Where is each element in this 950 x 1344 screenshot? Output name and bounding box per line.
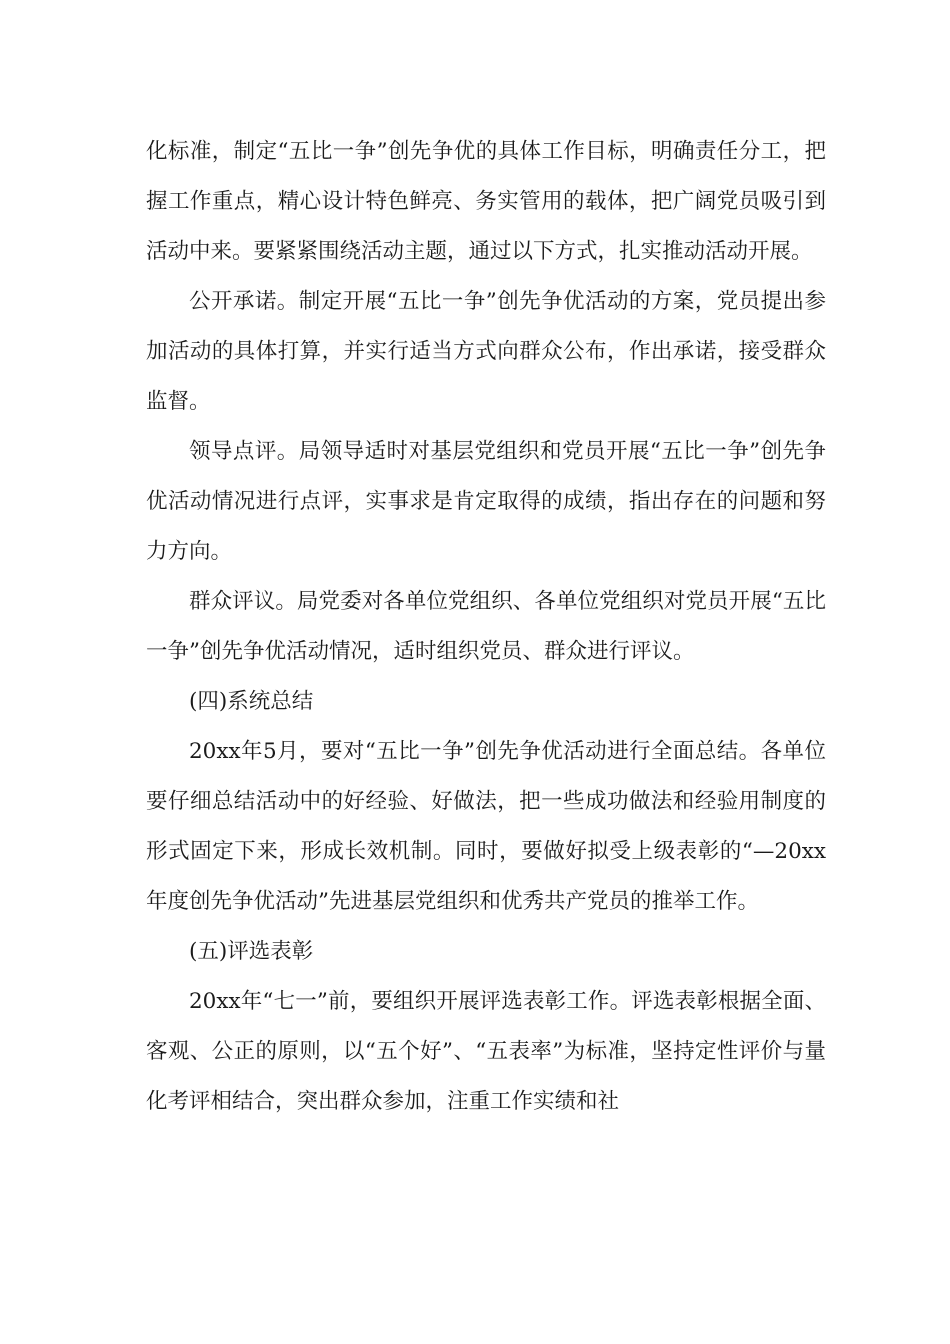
document-body (146, 127, 826, 1127)
paragraph-public-commitment: 公开承诺。制定开展“五比一争”创先争优活动的方案，党员提出参加活动的具体打算，并实行适当方式向群众公布，作出承诺，接受群众监督。 (146, 289, 826, 414)
section-heading-summary: (四)系统总结 (189, 689, 314, 714)
paragraph-summary: 20xx年5月，要对“五比一争”创先争优活动进行全面总结。各单位要仔细总结活动中的好经验、好做法，把一些成功做法和经验用制度的形式固定下来，形成长效机制。同时，要做好拟受上级表彰的“—20xx年度创先争优活动”先进基层党组织和优秀共产党员的推举工作。 (146, 739, 826, 914)
paragraph-awards: 20xx年“七一”前，要组织开展评选表彰工作。评选表彰根据全面、客观、公正的原则，以“五个好”、“五表率”为标准，坚持定性评价与量化考评相结合，突出群众参加，注重工作实绩和社 (146, 989, 826, 1114)
paragraph-continuation: 化标准，制定“五比一争”创先争优的具体工作目标，明确责任分工，把握工作重点，精心设计特色鲜亮、务实管用的载体，把广阔党员吸引到活动中来。要紧紧围绕活动主题，通过以下方式，扎实推动活动开展。 (146, 139, 826, 264)
section-heading-awards: (五)评选表彰 (189, 939, 314, 964)
paragraph-leader-review: 领导点评。局领导适时对基层党组织和党员开展“五比一争”创先争优活动情况进行点评，实事求是肯定取得的成绩，指出存在的问题和努力方向。 (146, 439, 826, 564)
paragraph-public-evaluation: 群众评议。局党委对各单位党组织、各单位党组织对党员开展“五比一争”创先争优活动情况，适时组织党员、群众进行评议。 (146, 589, 826, 664)
